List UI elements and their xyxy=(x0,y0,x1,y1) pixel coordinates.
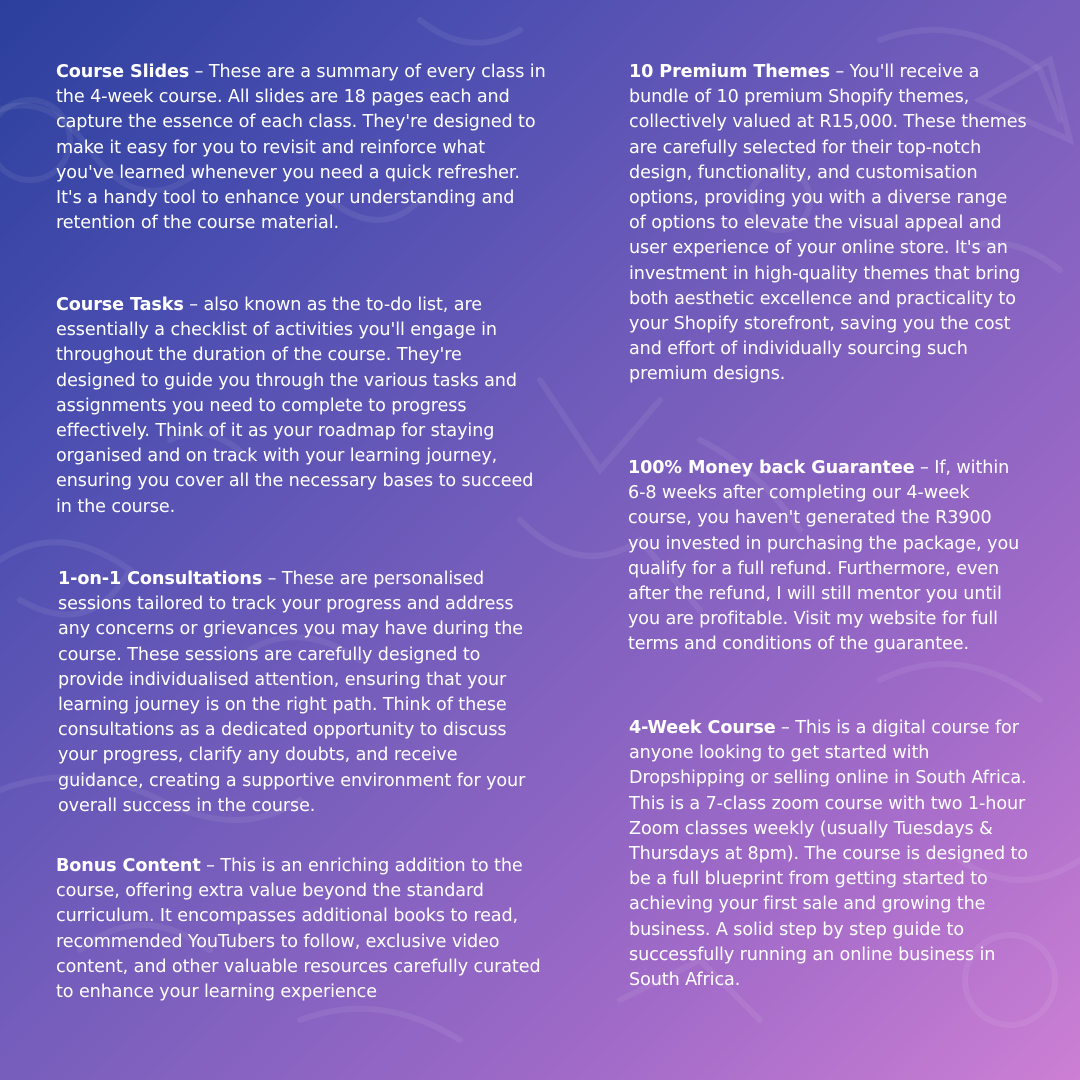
bonus-content-title: Bonus Content xyxy=(56,856,201,876)
course-slides-paragraph xyxy=(56,60,546,236)
premium-themes-title: 10 Premium Themes xyxy=(629,62,830,82)
four-week-course-paragraph xyxy=(629,716,1029,993)
bonus-content-body: – This is an enriching addition to the course, offering extra value beyond the standard curriculum. It encompasses additional books to read, recommended YouTubers to follow, exclusive video content, and other valuable resources carefully curated to enhance your learning experience xyxy=(56,856,541,1003)
four-week-course-body: – This is a digital course for anyone looking to get started with Dropshipping or selling online in South Africa. This is a 7-class zoom course with two 1-hour Zoom classes weekly (usually Tuesdays & Thursdays at 8pm). The course is designed to be a full blueprint from getting started to achieving your first sale and growing the business. A solid step by step guide to successfully running an online business in South Africa. xyxy=(629,718,1028,991)
bonus-content-paragraph xyxy=(56,854,546,1005)
four-week-course-title: 4-Week Course xyxy=(629,718,776,738)
consultations-title: 1-on-1 Consultations xyxy=(58,569,263,589)
money-back-guarantee-body: – If, within 6-8 weeks after completing our 4-week course, you haven't generated the R3900 you invested in purchasing the package, you qualify for a full refund. Furthermore, even after the refund, I will still mentor you until you are profitable. Visit my website for full terms and conditions of the guarantee. xyxy=(628,458,1020,655)
consultations-body: – These are personalised sessions tailored to track your progress and address any concerns or grievances you may have during the course. These sessions are carefully designed to provide individualised attention, ensuring that your learning journey is on the right path. Think of these consultations as a dedicated opportunity to discuss your progress, clarify any doubts, and receive guidance, creating a supportive environment for your overall success in the course. xyxy=(58,569,526,816)
premium-themes-body: – You'll receive a bundle of 10 premium Shopify themes, collectively valued at R15,000. These themes are carefully selected for their top-notch design, functionality, and customisation options, providing you with a diverse range of options to elevate the visual appeal and user experience of your online store. It's an investment in high-quality themes that bring both aesthetic excellence and practicality to your Shopify storefront, saving you the cost and effort of individually sourcing such premium designs. xyxy=(629,62,1027,385)
course-tasks-body: – also known as the to-do list, are essentially a checklist of activities you'll engage in throughout the duration of the course. They're designed to guide you through the various tasks and assignments you need to complete to progress effectively. Think of it as your roadmap for staying organised and on track with your learning journey, ensuring you cover all the necessary bases to succeed in the course. xyxy=(56,295,534,517)
money-back-guarantee-title: 100% Money back Guarantee xyxy=(628,458,915,478)
premium-themes-paragraph xyxy=(629,60,1029,388)
course-slides-body: – These are a summary of every class in the 4-week course. All slides are 18 pages each and capture the essence of each class. They're designed to make it easy for you to revisit and reinforce what you've learned whenever you need a quick refresher. It's a handy tool to enhance your understanding and retention of the course material. xyxy=(56,62,546,234)
course-tasks-paragraph xyxy=(56,293,546,520)
course-slides-title: Course Slides xyxy=(56,62,190,82)
course-tasks-title: Course Tasks xyxy=(56,295,184,315)
money-back-guarantee-paragraph xyxy=(628,456,1028,658)
consultations-paragraph xyxy=(58,567,548,819)
